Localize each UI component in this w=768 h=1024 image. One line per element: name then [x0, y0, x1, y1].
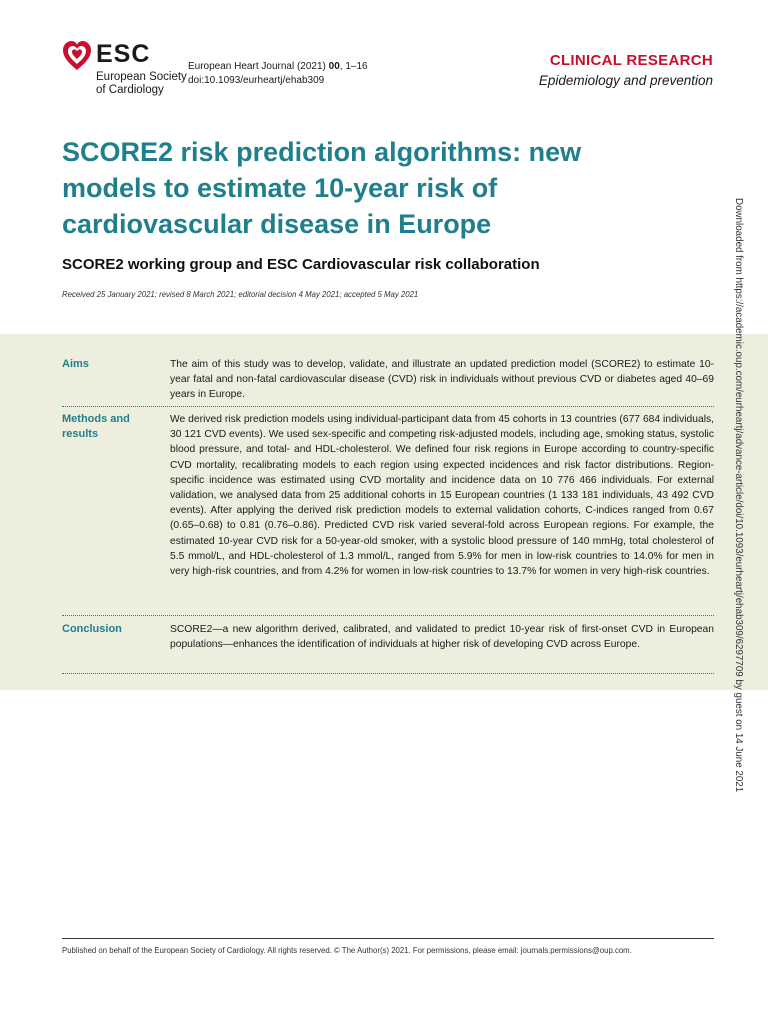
download-side-note: Downloaded from https://academic.oup.com/eurheartj/advance-article/doi/10.1093/eurheartj/ehab309/6297709 by guest on 14 June 2021: [733, 198, 744, 793]
esc-heart-logo-icon: [62, 40, 92, 72]
article-category: [539, 52, 713, 89]
esc-logo-line-1: European Society: [96, 71, 187, 83]
aims-text: The aim of this study was to develop, validate, and illustrate an updated prediction model (SCORE2) to estimate 10-year fatal and non-fatal cardiovascular disease (CVD) risk in individuals without previous CVD or diabetes aged 40–69 years in Europe.: [170, 359, 714, 401]
footer-divider: [62, 938, 714, 939]
abstract-separator: [62, 615, 714, 616]
article-authors: SCORE2 working group and ESC Cardiovascular risk collaboration: [62, 256, 540, 273]
category-label: CLINICAL RESEARCH: [549, 52, 713, 69]
article-dates: Received 25 January 2021; revised 8 March 2021; editorial decision 4 May 2021; accepted 5 May 2021: [62, 290, 419, 299]
abstract-separator: [62, 406, 714, 407]
esc-logo: [62, 40, 187, 100]
journal-citation: [188, 60, 368, 88]
conclusion-label: Conclusion: [62, 623, 122, 635]
methods-text: We derived risk prediction models using individual-participant data from 45 cohorts in 13 countries (677 684 individuals, 30 121 CVD events). We used sex-specific and competing risk-adjusted models, including age, smoking status, systolic blood pressure, and total- and HDL-cholesterol. We defined four risk regions in Europe according to country-specific CVD mortality, recalibrating models to each region using expected incidences and risk factor distributions. Region-specific incidence was estimated using CVD mortality and incidence data on 10 776 466 individuals. For external validation, we analysed data from 25 additional cohorts in 15 European countries (1 133 181 individuals, 43 492 CVD events). After applying the derived risk prediction models to external validation cohorts, C-indices ranged from 0.67 (0.65–0.68) to 0.81 (0.76–0.86). Predicted CVD risk varied several-fold across European regions. For example, the estimated 10-year CVD risk for a 50-year-old smoker, with a systolic blood pressure of 140 mmHg, total cholesterol of 5.5 mmol/L, and HDL-cholesterol of 1.3 mmol/L, ranged from 5.9% for men in low-risk countries to 14.0% for men in very high-risk countries, and from 4.2% for women in low-risk countries to 13.7% for women in very high-risk countries.: [170, 414, 714, 578]
esc-logo-mark: ESC: [96, 40, 151, 68]
journal-name: European Heart Journal (2021): [188, 61, 326, 72]
journal-volume: 00: [328, 61, 340, 72]
article-title: SCORE2 risk prediction algorithms: new models to estimate 10-year risk of cardiovascular disease in Europe: [62, 137, 582, 239]
subcategory-label: Epidemiology and prevention: [538, 73, 713, 88]
journal-doi: doi:10.1093/eurheartj/ehab309: [188, 75, 325, 86]
esc-logo-line-2: of Cardiology: [96, 84, 164, 96]
structured-abstract: [0, 334, 768, 690]
methods-label: Methods and results: [62, 413, 130, 440]
abstract-separator: [62, 673, 714, 674]
aims-label: Aims: [62, 358, 89, 370]
conclusion-text: SCORE2—a new algorithm derived, calibrated, and validated to predict 10-year risk of first-onset CVD in European populations—enhances the identification of individuals at higher risk of developing CVD across Europe.: [170, 624, 714, 651]
journal-pages: , 1–16: [339, 61, 368, 72]
footer-copyright: Published on behalf of the European Society of Cardiology. All rights reserved. © The Author(s) 2021. For permissions, please email: journals.permissions@oup.com.: [62, 946, 632, 955]
